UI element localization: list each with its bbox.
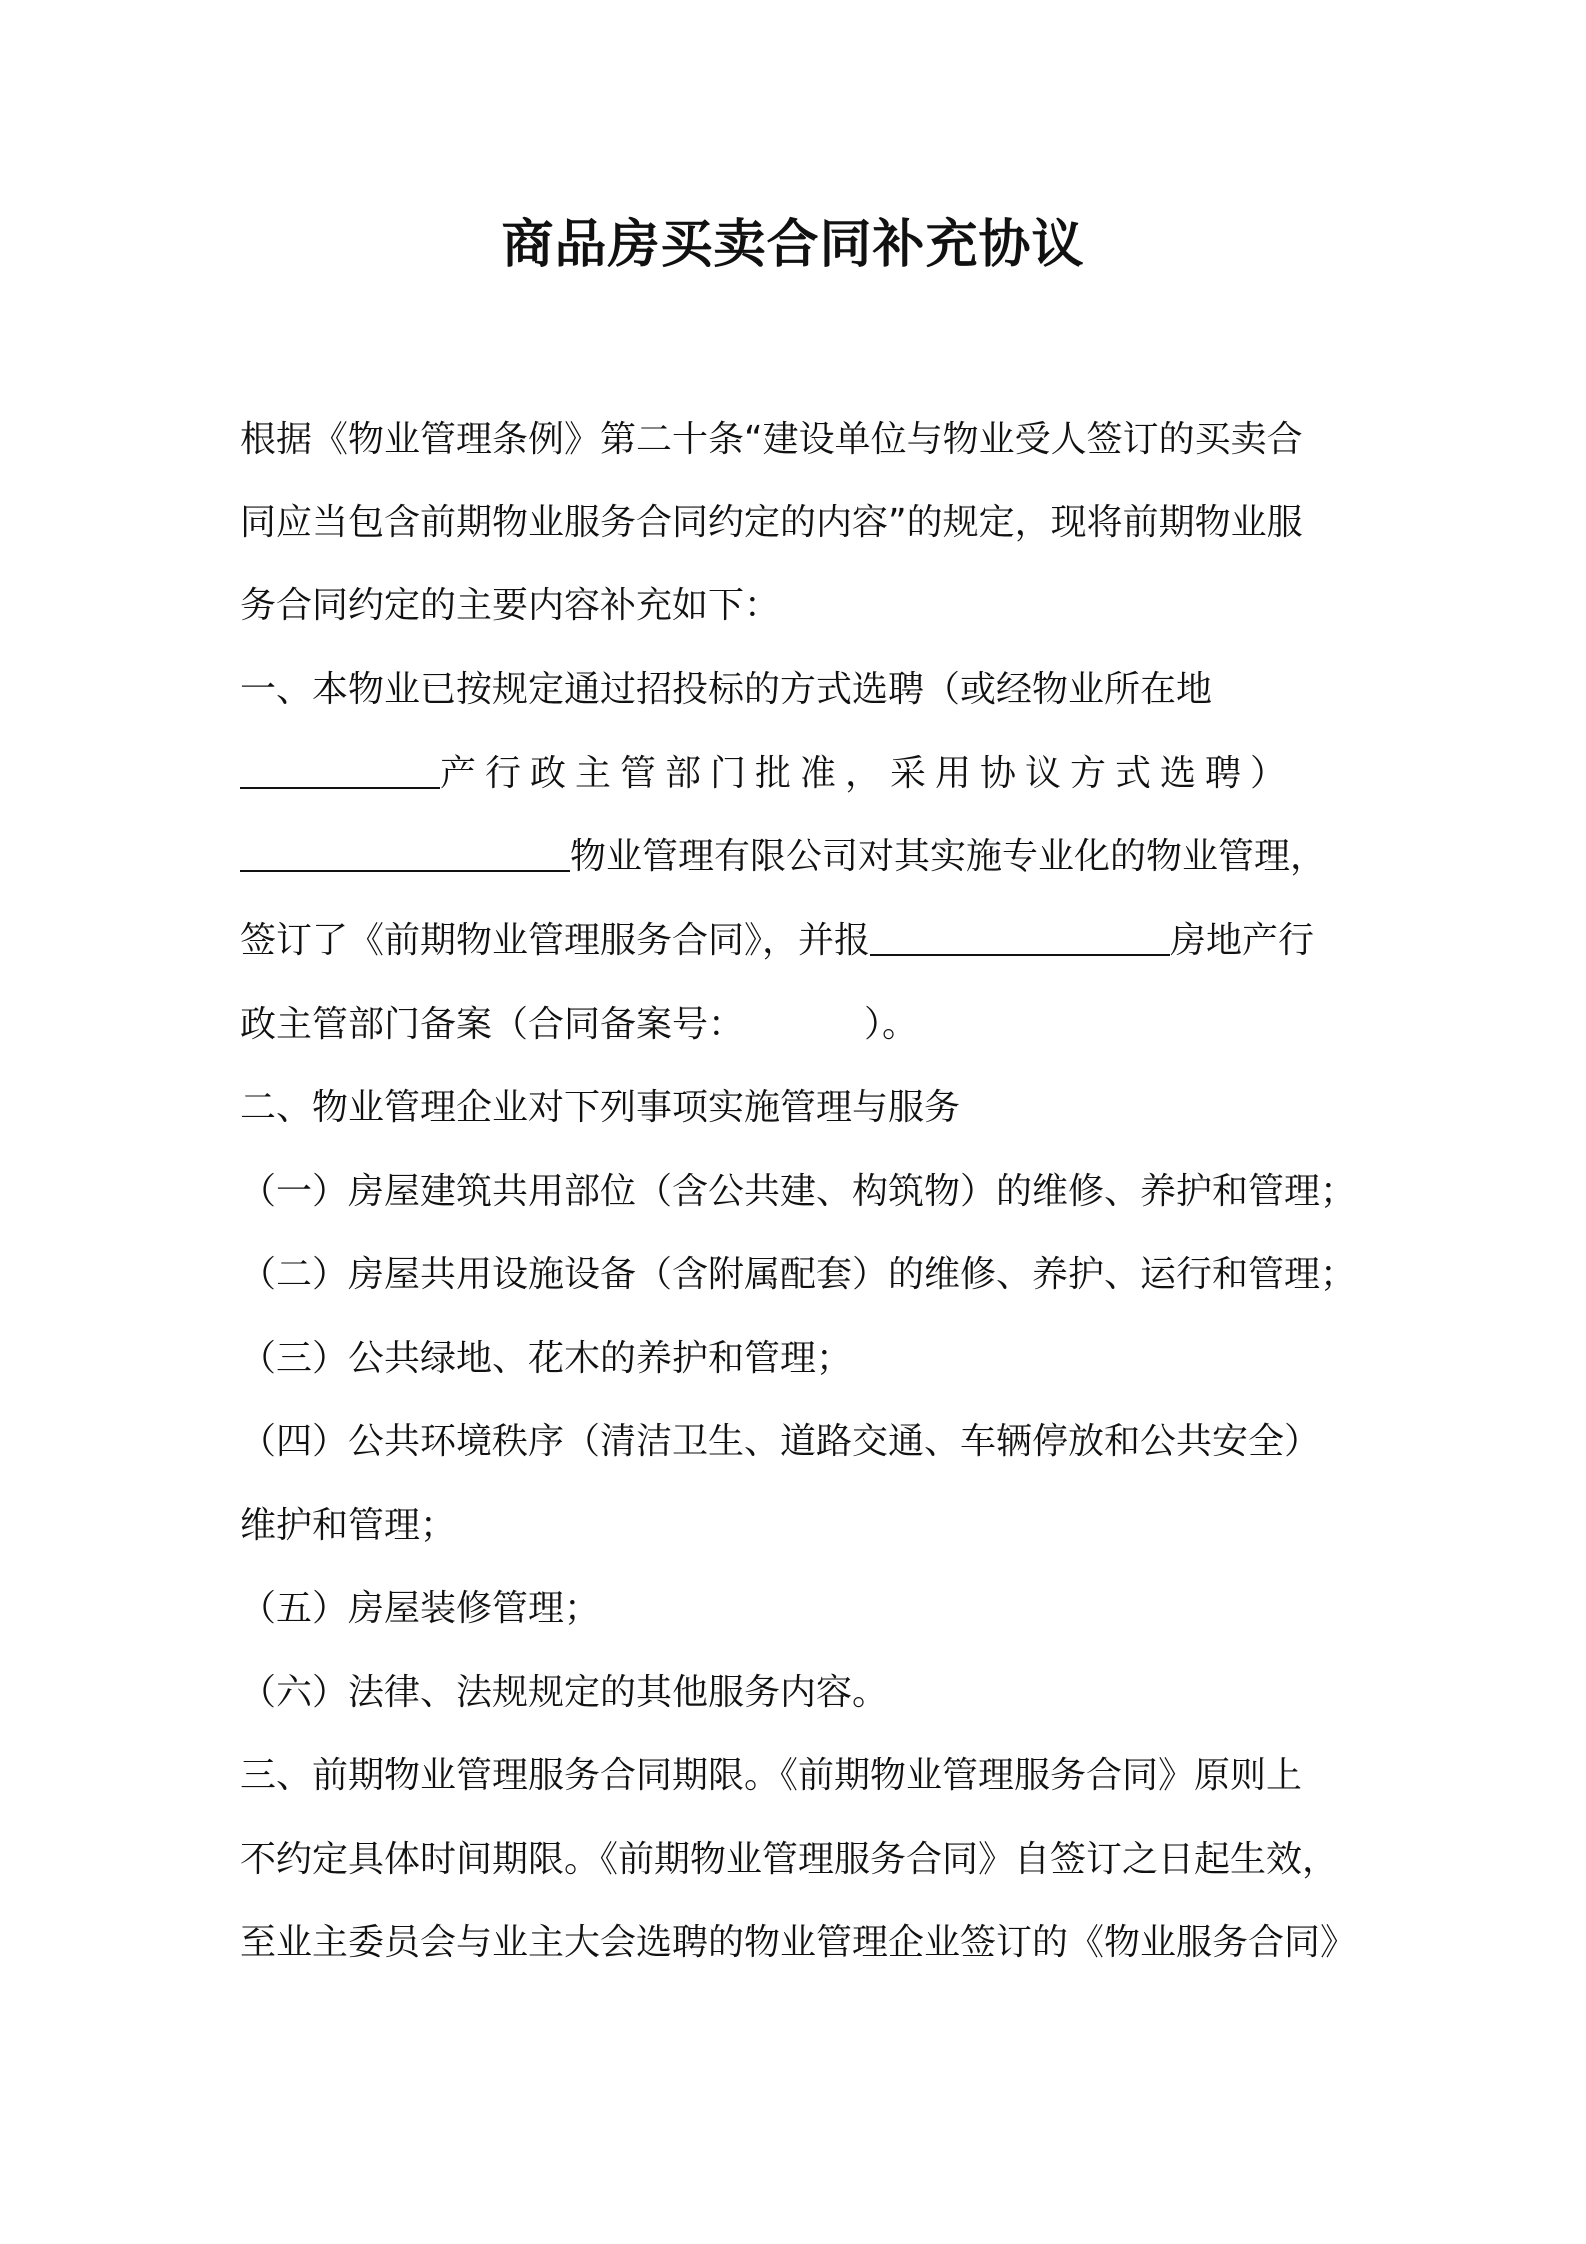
section1-line-4-text-a: 签订了《前期物业管理服务合同》，并报 xyxy=(240,920,871,961)
intro-line-3: 务合同约定的主要内容补充如下： xyxy=(240,585,781,626)
section1-line-4-text-b: 房地产行 xyxy=(1170,920,1315,961)
section2-item-5: （五）房屋装修管理； xyxy=(240,1588,601,1629)
blank-field-company xyxy=(240,830,570,872)
blank-field-region xyxy=(240,747,440,789)
section1-line-2-text: 产行政主管部门批准，采用协议方式选聘） xyxy=(440,753,1296,794)
section2-item-4-cont: 维护和管理； xyxy=(240,1505,457,1546)
section2-heading: 二、物业管理企业对下列事项实施管理与服务 xyxy=(240,1087,961,1128)
section1-line-2 xyxy=(240,744,1380,804)
intro-line-2: 同应当包含前期物业服务合同约定的内容”的规定，现将前期物业服 xyxy=(240,502,1303,543)
section3-line-1: 三、前期物业管理服务合同期限。《前期物业管理服务合同》原则上 xyxy=(240,1755,1303,1796)
section2-item-3: （三）公共绿地、花木的养护和管理； xyxy=(240,1338,853,1379)
section2-item-2: （二）房屋共用设施设备（含附属配套）的维修、养护、运行和管理； xyxy=(240,1254,1357,1295)
section2-item-1: （一）房屋建筑共用部位（含公共建、构筑物）的维修、养护和管理； xyxy=(240,1171,1357,1212)
section1-line-3-text: 物业管理有限公司对其实施专业化的物业管理， xyxy=(570,836,1327,877)
blank-field-authority xyxy=(870,914,1170,956)
section3-line-2: 不约定具体时间期限。《前期物业管理服务合同》自签订之日起生效， xyxy=(240,1839,1339,1880)
section2-item-6: （六）法律、法规规定的其他服务内容。 xyxy=(240,1672,889,1713)
document-title: 商品房买卖合同补充协议 xyxy=(501,215,1085,275)
section1-line-4 xyxy=(240,911,1380,971)
section1-line-5 xyxy=(240,995,1380,1055)
intro-line-1: 根据《物业管理条例》第二十条“建设单位与物业受人签订的买卖合 xyxy=(240,419,1303,460)
section1-line-3 xyxy=(240,827,1380,887)
section1-line-1: 一、本物业已按规定通过招投标的方式选聘（或经物业所在地 xyxy=(240,669,1213,710)
section2-item-4: （四）公共环境秩序（清洁卫生、道路交通、车辆停放和公共安全） xyxy=(240,1421,1321,1462)
section1-line-5-text-a: 政主管部门备案（合同备案号： xyxy=(240,1004,745,1045)
section3-line-3: 至业主委员会与业主大会选聘的物业管理企业签订的《物业服务合同》 xyxy=(240,1922,1357,1963)
section1-line-5-text-b: ）。 xyxy=(864,1004,919,1045)
